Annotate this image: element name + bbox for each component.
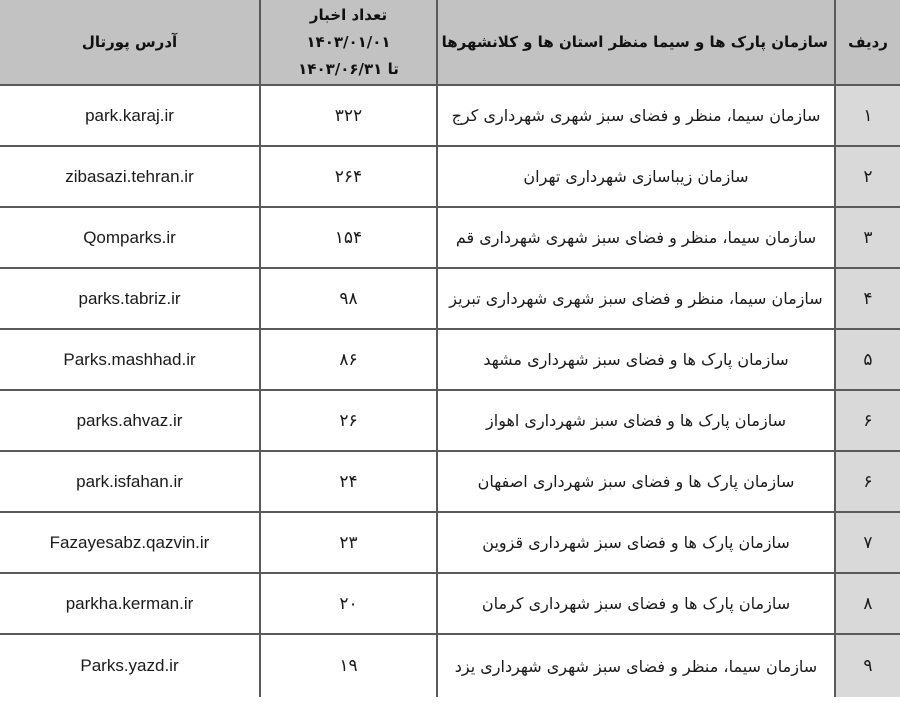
- news-count-cell: ۹۸: [260, 268, 437, 329]
- news-count-cell: ۲۴: [260, 451, 437, 512]
- organization-cell: سازمان پارک ها و فضای سبز شهرداری اصفهان: [437, 451, 835, 512]
- organization-cell: سازمان سیما، منظر و فضای سبز شهری شهرداری یزد: [437, 634, 835, 697]
- news-count-cell: ۸۶: [260, 329, 437, 390]
- row-number-cell: ۳: [835, 207, 900, 268]
- news-count-cell: ۲۳: [260, 512, 437, 573]
- table-row: [0, 512, 900, 573]
- header-row-number: ردیف: [835, 0, 900, 85]
- organization-cell: سازمان پارک ها و فضای سبز شهرداری قزوین: [437, 512, 835, 573]
- header-news-count-to-date: تا ۱۴۰۳/۰۶/۳۱: [298, 59, 399, 78]
- row-number-cell: ۶: [835, 390, 900, 451]
- news-count-cell: ۱۵۴: [260, 207, 437, 268]
- portal-address-cell: zibasazi.tehran.ir: [0, 146, 260, 207]
- organization-cell: سازمان سیما، منظر و فضای سبز شهری شهرداری تبریز: [437, 268, 835, 329]
- table-row: [0, 451, 900, 512]
- table-row: [0, 268, 900, 329]
- row-number-cell: ۱: [835, 85, 900, 146]
- row-number-cell: ۲: [835, 146, 900, 207]
- table-row: [0, 329, 900, 390]
- row-number-cell: ۹: [835, 634, 900, 697]
- table-row: [0, 573, 900, 634]
- organization-cell: سازمان پارک ها و فضای سبز شهرداری کرمان: [437, 573, 835, 634]
- organization-cell: سازمان پارک ها و فضای سبز شهرداری مشهد: [437, 329, 835, 390]
- row-number-cell: ۸: [835, 573, 900, 634]
- header-row: [0, 0, 900, 85]
- portal-address-cell: Qomparks.ir: [0, 207, 260, 268]
- portal-address-cell: Parks.mashhad.ir: [0, 329, 260, 390]
- portal-address-cell: Fazayesabz.qazvin.ir: [0, 512, 260, 573]
- organization-cell: سازمان زیباسازی شهرداری تهران: [437, 146, 835, 207]
- news-count-cell: ۱۹: [260, 634, 437, 697]
- news-count-cell: ۲۶: [260, 390, 437, 451]
- news-count-cell: ۲۶۴: [260, 146, 437, 207]
- table-row: [0, 146, 900, 207]
- portal-address-cell: parks.ahvaz.ir: [0, 390, 260, 451]
- table-row: [0, 390, 900, 451]
- organization-cell: سازمان سیما، منظر و فضای سبز شهری شهرداری قم: [437, 207, 835, 268]
- news-count-cell: ۲۰: [260, 573, 437, 634]
- portal-address-cell: Parks.yazd.ir: [0, 634, 260, 697]
- organization-cell: سازمان سیما، منظر و فضای سبز شهری شهرداری کرج: [437, 85, 835, 146]
- row-number-cell: ۵: [835, 329, 900, 390]
- portal-address-cell: park.isfahan.ir: [0, 451, 260, 512]
- row-number-cell: ۴: [835, 268, 900, 329]
- header-news-count-title: تعداد اخبار: [309, 5, 388, 24]
- table-row: [0, 207, 900, 268]
- header-portal-address: آدرس پورتال: [0, 0, 260, 85]
- row-number-cell: ۷: [835, 512, 900, 573]
- portal-address-cell: parkha.kerman.ir: [0, 573, 260, 634]
- table-row: [0, 634, 900, 697]
- header-news-count: [260, 0, 437, 85]
- table-row: [0, 85, 900, 146]
- portal-address-cell: parks.tabriz.ir: [0, 268, 260, 329]
- header-news-count-from-date: ۱۴۰۳/۰۱/۰۱: [306, 32, 391, 51]
- header-organization: سازمان پارک ها و سیما منظر استان ها و کلانشهرها: [437, 0, 835, 85]
- organization-cell: سازمان پارک ها و فضای سبز شهرداری اهواز: [437, 390, 835, 451]
- news-count-cell: ۳۲۲: [260, 85, 437, 146]
- portal-address-cell: park.karaj.ir: [0, 85, 260, 146]
- row-number-cell: ۶: [835, 451, 900, 512]
